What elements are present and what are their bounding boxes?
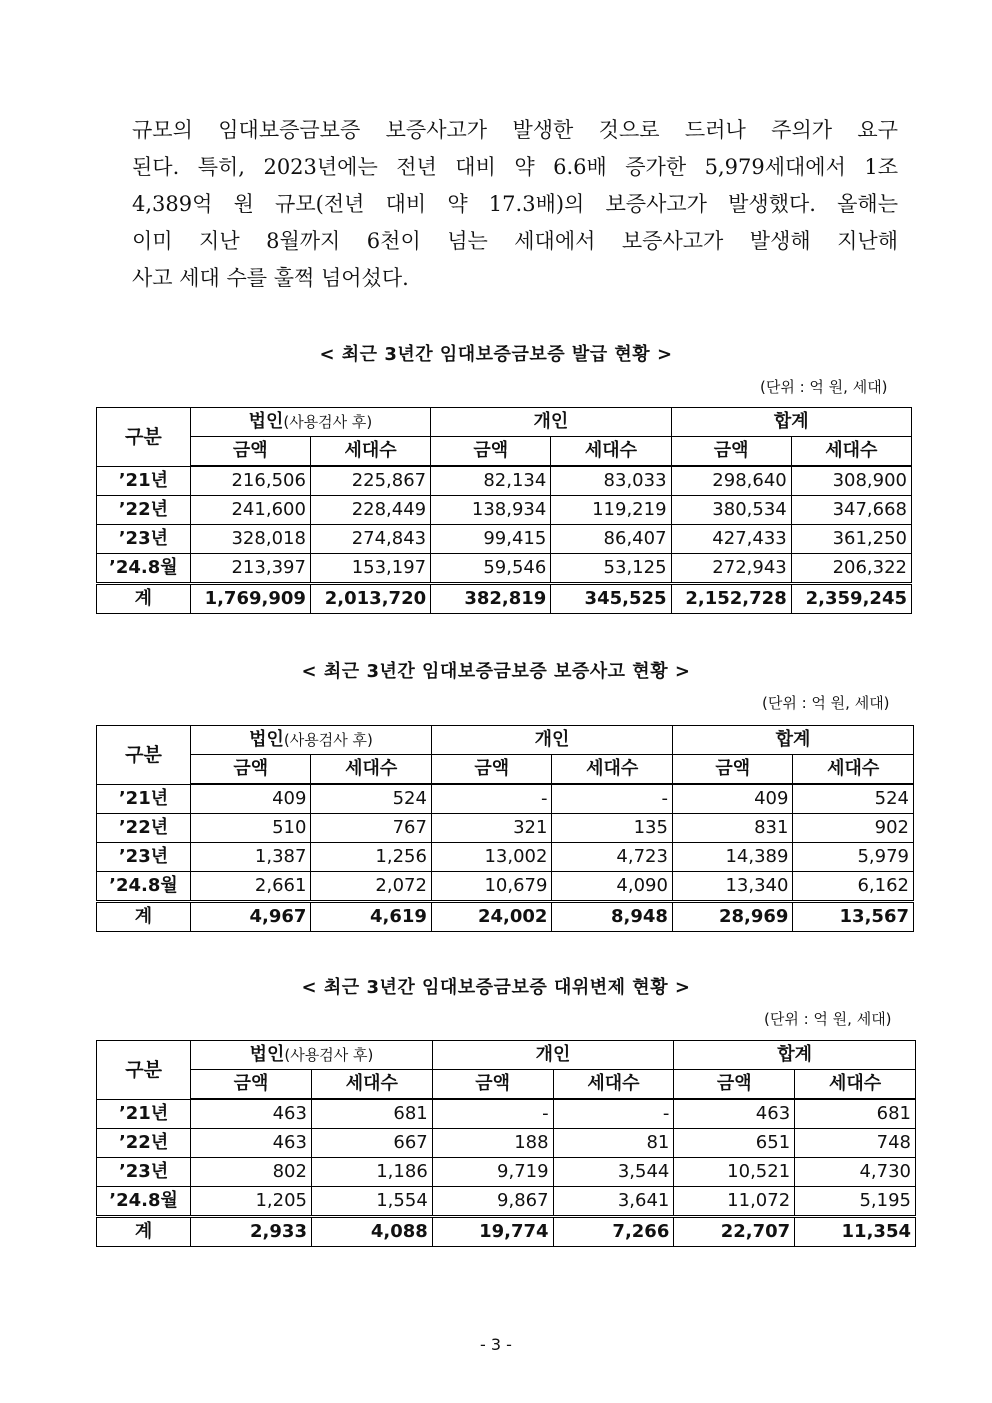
header-total: 합계 — [671, 408, 911, 437]
table-cell: - — [553, 1099, 674, 1129]
table-row — [97, 1158, 916, 1187]
table-cell: 1,554 — [311, 1187, 432, 1217]
total-cell: 2,359,245 — [791, 584, 911, 614]
table-cell: 510 — [190, 814, 311, 843]
total-cell: 1,769,909 — [190, 584, 310, 614]
table-cell: 1,186 — [311, 1158, 432, 1187]
table-cell: 86,407 — [551, 525, 671, 554]
table-cell: 767 — [311, 814, 432, 843]
table-cell: 153,197 — [310, 554, 430, 584]
total-label: 계 — [97, 584, 191, 614]
header-corporate-label: 법인 — [249, 1044, 285, 1065]
header-individual: 개인 — [432, 1041, 674, 1070]
table-cell: 82,134 — [431, 466, 551, 496]
header-households: 세대수 — [551, 437, 671, 467]
table-row — [97, 843, 914, 872]
table-row — [97, 872, 914, 902]
row-label: ’23년 — [97, 1158, 191, 1187]
total-cell: 4,967 — [190, 902, 311, 932]
table-cell: 463 — [674, 1099, 795, 1129]
header-corporate-sub: (사용검사 후) — [284, 1046, 374, 1064]
subrogation-table — [96, 1040, 916, 1247]
header-corporate — [190, 408, 430, 437]
table-cell: 328,018 — [190, 525, 310, 554]
header-amount: 금액 — [674, 1070, 795, 1100]
header-amount: 금액 — [672, 755, 793, 785]
row-label: ’24.8월 — [97, 554, 191, 584]
table-cell: 681 — [795, 1099, 916, 1129]
total-cell: 2,152,728 — [671, 584, 791, 614]
header-amount: 금액 — [190, 755, 311, 785]
table-row — [97, 1187, 916, 1217]
row-label: ’21년 — [97, 784, 191, 814]
unit-label: (단위 : 억 원, 세대) — [762, 694, 890, 712]
table-row — [97, 554, 912, 584]
header-total: 합계 — [672, 726, 913, 755]
table-cell: 2,072 — [311, 872, 432, 902]
table-cell: - — [552, 784, 673, 814]
table-cell: 14,389 — [672, 843, 793, 872]
unit-label: (단위 : 억 원, 세대) — [760, 378, 888, 396]
table-cell: 241,600 — [190, 496, 310, 525]
total-row — [97, 902, 914, 932]
table-cell: 4,730 — [795, 1158, 916, 1187]
incident-table — [96, 725, 914, 932]
row-label: ’22년 — [97, 1129, 191, 1158]
table-cell: 463 — [191, 1099, 312, 1129]
table-cell: 427,433 — [671, 525, 791, 554]
header-households: 세대수 — [553, 1070, 674, 1100]
total-cell: 4,088 — [311, 1217, 432, 1247]
table-cell: 667 — [311, 1129, 432, 1158]
table-cell: 213,397 — [190, 554, 310, 584]
table-cell: 298,640 — [671, 466, 791, 496]
table-title: < 최근 3년간 임대보증금보증 발급 현황 > — [319, 344, 673, 365]
paragraph-line: 된다. 특히, 2023년에는 전년 대비 약 6.6배 증가한 5,979세대에서 1조 — [132, 155, 898, 179]
header-individual: 개인 — [431, 408, 671, 437]
table-row — [97, 1099, 916, 1129]
table-cell: - — [431, 784, 552, 814]
header-corporate — [191, 1041, 433, 1070]
header-households: 세대수 — [311, 755, 432, 785]
header-amount: 금액 — [190, 437, 310, 467]
table-cell: 13,340 — [672, 872, 793, 902]
table-cell: 59,546 — [431, 554, 551, 584]
header-total: 합계 — [674, 1041, 916, 1070]
header-amount: 금액 — [191, 1070, 312, 1100]
table-cell: 524 — [793, 784, 914, 814]
table-cell: 11,072 — [674, 1187, 795, 1217]
table-cell: 1,256 — [311, 843, 432, 872]
row-label: ’22년 — [97, 496, 191, 525]
header-gubun: 구분 — [97, 1041, 191, 1100]
paragraph-line: 규모의 임대보증금보증 보증사고가 발생한 것으로 드러나 주의가 요구 — [132, 118, 898, 142]
total-row — [97, 1217, 916, 1247]
issuance-table — [96, 407, 912, 614]
header-corporate — [190, 726, 431, 755]
table-cell: 5,979 — [793, 843, 914, 872]
total-cell: 19,774 — [432, 1217, 553, 1247]
header-households: 세대수 — [552, 755, 673, 785]
table-cell: 748 — [795, 1129, 916, 1158]
total-cell: 345,525 — [551, 584, 671, 614]
total-label: 계 — [97, 1217, 191, 1247]
paragraph-line: 사고 세대 수를 훌쩍 넘어섰다. — [132, 266, 409, 290]
table-row — [97, 1129, 916, 1158]
table-cell: 321 — [431, 814, 552, 843]
table-row — [97, 814, 914, 843]
table-cell: 83,033 — [551, 466, 671, 496]
header-corporate-sub: (사용검사 후) — [283, 413, 373, 431]
table-cell: 216,506 — [190, 466, 310, 496]
table-row — [97, 525, 912, 554]
total-cell: 13,567 — [793, 902, 914, 932]
table-cell: 463 — [191, 1129, 312, 1158]
table-cell: 902 — [793, 814, 914, 843]
table-cell: 409 — [190, 784, 311, 814]
paragraph-line: 이미 지난 8월까지 6천이 넘는 세대에서 보증사고가 발생해 지난해 — [132, 229, 898, 253]
table-cell: 1,205 — [191, 1187, 312, 1217]
header-gubun: 구분 — [97, 408, 191, 467]
table-cell: 53,125 — [551, 554, 671, 584]
total-cell: 28,969 — [672, 902, 793, 932]
total-cell: 11,354 — [795, 1217, 916, 1247]
table-cell: 188 — [432, 1129, 553, 1158]
table-cell: 272,943 — [671, 554, 791, 584]
table-cell: 3,641 — [553, 1187, 674, 1217]
total-cell: 24,002 — [431, 902, 552, 932]
header-corporate-label: 법인 — [248, 411, 284, 432]
header-individual: 개인 — [431, 726, 672, 755]
table-cell: 409 — [672, 784, 793, 814]
header-households: 세대수 — [791, 437, 911, 467]
table-cell: 119,219 — [551, 496, 671, 525]
table-cell: 225,867 — [310, 466, 430, 496]
total-cell: 2,933 — [191, 1217, 312, 1247]
table-cell: 228,449 — [310, 496, 430, 525]
table-cell: 9,719 — [432, 1158, 553, 1187]
table-cell: 135 — [552, 814, 673, 843]
total-cell: 8,948 — [552, 902, 673, 932]
table-title: < 최근 3년간 임대보증금보증 대위변제 현황 > — [301, 977, 691, 998]
total-row — [97, 584, 912, 614]
header-amount: 금액 — [432, 1070, 553, 1100]
table-cell: 138,934 — [431, 496, 551, 525]
table-row — [97, 466, 912, 496]
header-corporate-sub: (사용검사 후) — [283, 731, 373, 749]
table-cell: 4,090 — [552, 872, 673, 902]
total-cell: 382,819 — [431, 584, 551, 614]
table-cell: 99,415 — [431, 525, 551, 554]
header-households: 세대수 — [310, 437, 430, 467]
header-corporate-label: 법인 — [249, 729, 284, 750]
table-cell: 681 — [311, 1099, 432, 1129]
table-cell: - — [432, 1099, 553, 1129]
header-households: 세대수 — [793, 755, 914, 785]
table-row — [97, 784, 914, 814]
header-amount: 금액 — [431, 437, 551, 467]
header-households: 세대수 — [795, 1070, 916, 1100]
table-cell: 361,250 — [791, 525, 911, 554]
row-label: ’23년 — [97, 843, 191, 872]
paragraph-line: 4,389억 원 규모(전년 대비 약 17.3배)의 보증사고가 발생했다. 올해는 — [132, 192, 898, 216]
total-label: 계 — [97, 902, 191, 932]
table-title: < 최근 3년간 임대보증금보증 보증사고 현황 > — [301, 661, 691, 682]
table-row — [97, 496, 912, 525]
row-label: ’22년 — [97, 814, 191, 843]
header-households: 세대수 — [311, 1070, 432, 1100]
table-cell: 206,322 — [791, 554, 911, 584]
table-cell: 380,534 — [671, 496, 791, 525]
table-cell: 9,867 — [432, 1187, 553, 1217]
row-label: ’24.8월 — [97, 872, 191, 902]
row-label: ’24.8월 — [97, 1187, 191, 1217]
total-cell: 7,266 — [553, 1217, 674, 1247]
table-cell: 4,723 — [552, 843, 673, 872]
header-gubun: 구분 — [97, 726, 191, 785]
table-cell: 5,195 — [795, 1187, 916, 1217]
table-cell: 831 — [672, 814, 793, 843]
table-cell: 524 — [311, 784, 432, 814]
header-amount: 금액 — [431, 755, 552, 785]
body-paragraph — [132, 112, 898, 297]
table-cell: 308,900 — [791, 466, 911, 496]
unit-label: (단위 : 억 원, 세대) — [764, 1010, 892, 1028]
total-cell: 4,619 — [311, 902, 432, 932]
page-number: - 3 - — [480, 1335, 512, 1354]
table-cell: 1,387 — [190, 843, 311, 872]
table-cell: 347,668 — [791, 496, 911, 525]
table-cell: 81 — [553, 1129, 674, 1158]
table-cell: 6,162 — [793, 872, 914, 902]
table-cell: 274,843 — [310, 525, 430, 554]
total-cell: 22,707 — [674, 1217, 795, 1247]
table-cell: 2,661 — [190, 872, 311, 902]
total-cell: 2,013,720 — [310, 584, 430, 614]
table-cell: 10,679 — [431, 872, 552, 902]
table-cell: 651 — [674, 1129, 795, 1158]
table-cell: 10,521 — [674, 1158, 795, 1187]
table-cell: 3,544 — [553, 1158, 674, 1187]
header-amount: 금액 — [671, 437, 791, 467]
row-label: ’21년 — [97, 1099, 191, 1129]
row-label: ’21년 — [97, 466, 191, 496]
table-cell: 13,002 — [431, 843, 552, 872]
table-cell: 802 — [191, 1158, 312, 1187]
row-label: ’23년 — [97, 525, 191, 554]
